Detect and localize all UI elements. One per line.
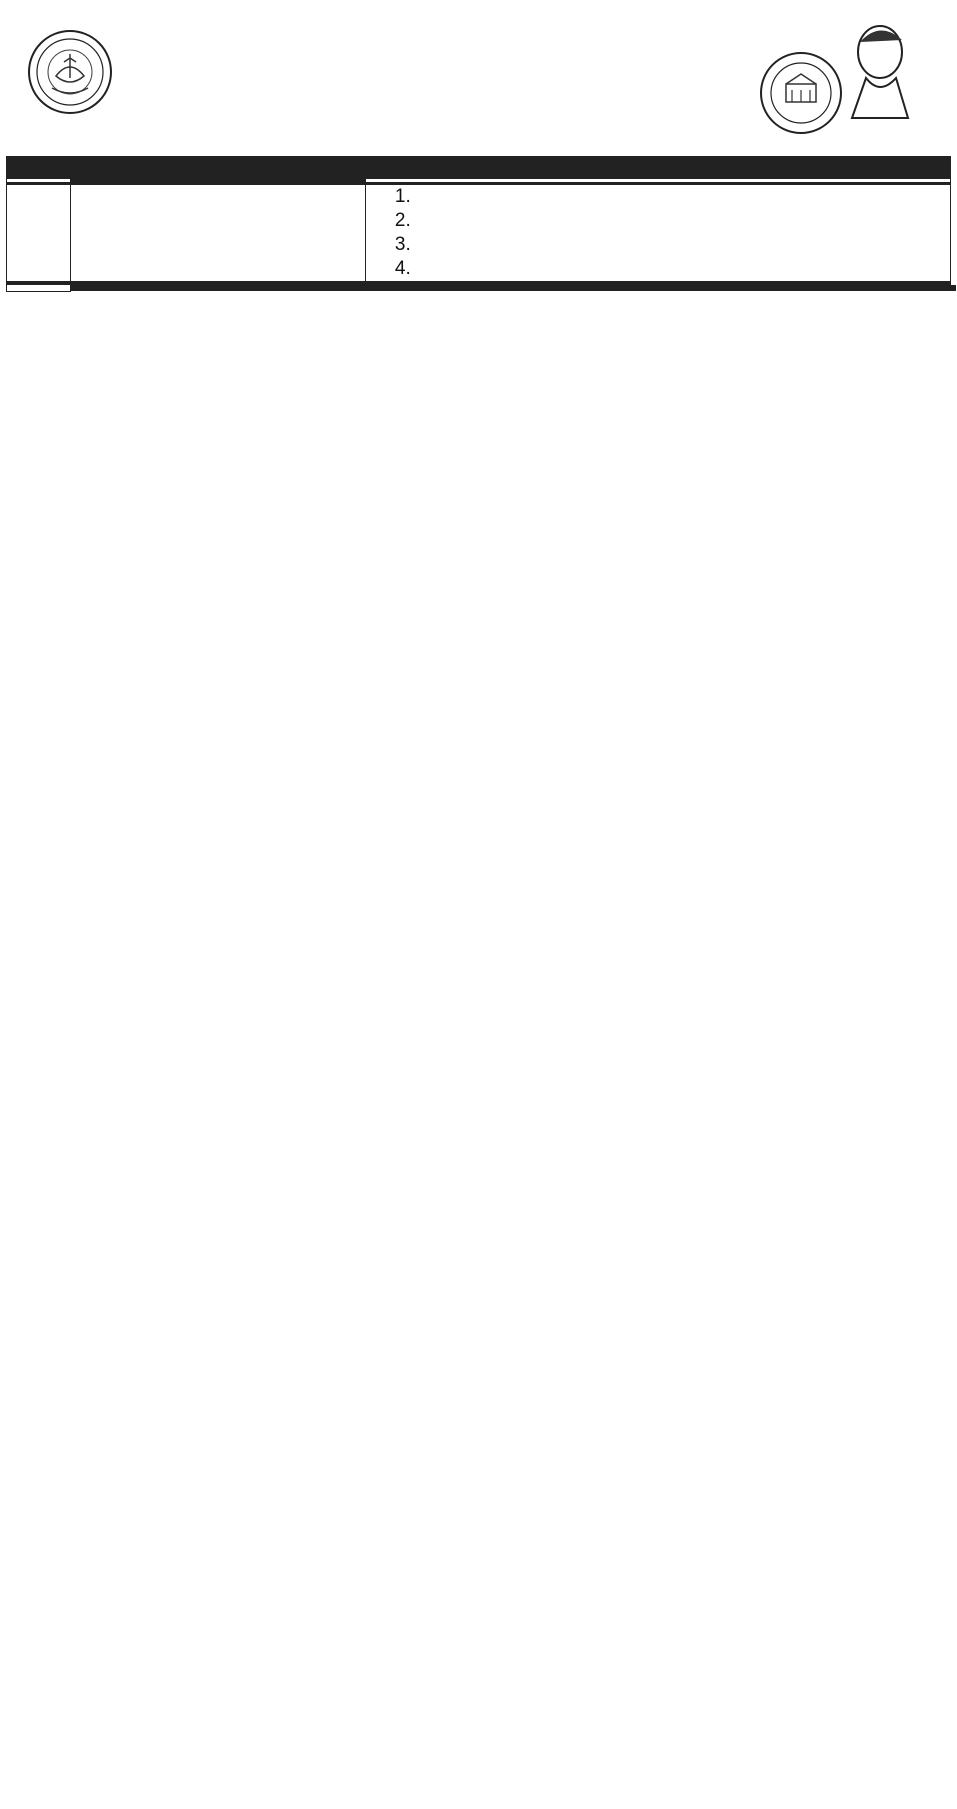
table-row — [7, 285, 951, 292]
government-seal-icon — [26, 28, 114, 116]
eligibility-items — [370, 185, 946, 281]
eligibility-item — [416, 209, 946, 233]
row-value — [419, 290, 956, 291]
row-label — [72, 290, 419, 291]
tender-table — [6, 156, 951, 292]
eligibility-list — [366, 185, 951, 282]
row-label — [71, 185, 366, 282]
table-row — [72, 290, 956, 291]
table-row — [7, 185, 951, 282]
row-number — [7, 185, 71, 282]
eligibility-item — [416, 185, 946, 209]
mujib-100-logo — [836, 20, 946, 120]
eligibility-item — [416, 257, 946, 281]
row-number — [7, 285, 71, 292]
portrait-icon — [836, 20, 946, 120]
header — [0, 0, 957, 160]
tender-subtable — [71, 285, 956, 291]
eligibility-item — [416, 233, 946, 257]
college-seal-icon — [758, 50, 844, 136]
tender-name-table — [71, 285, 951, 292]
